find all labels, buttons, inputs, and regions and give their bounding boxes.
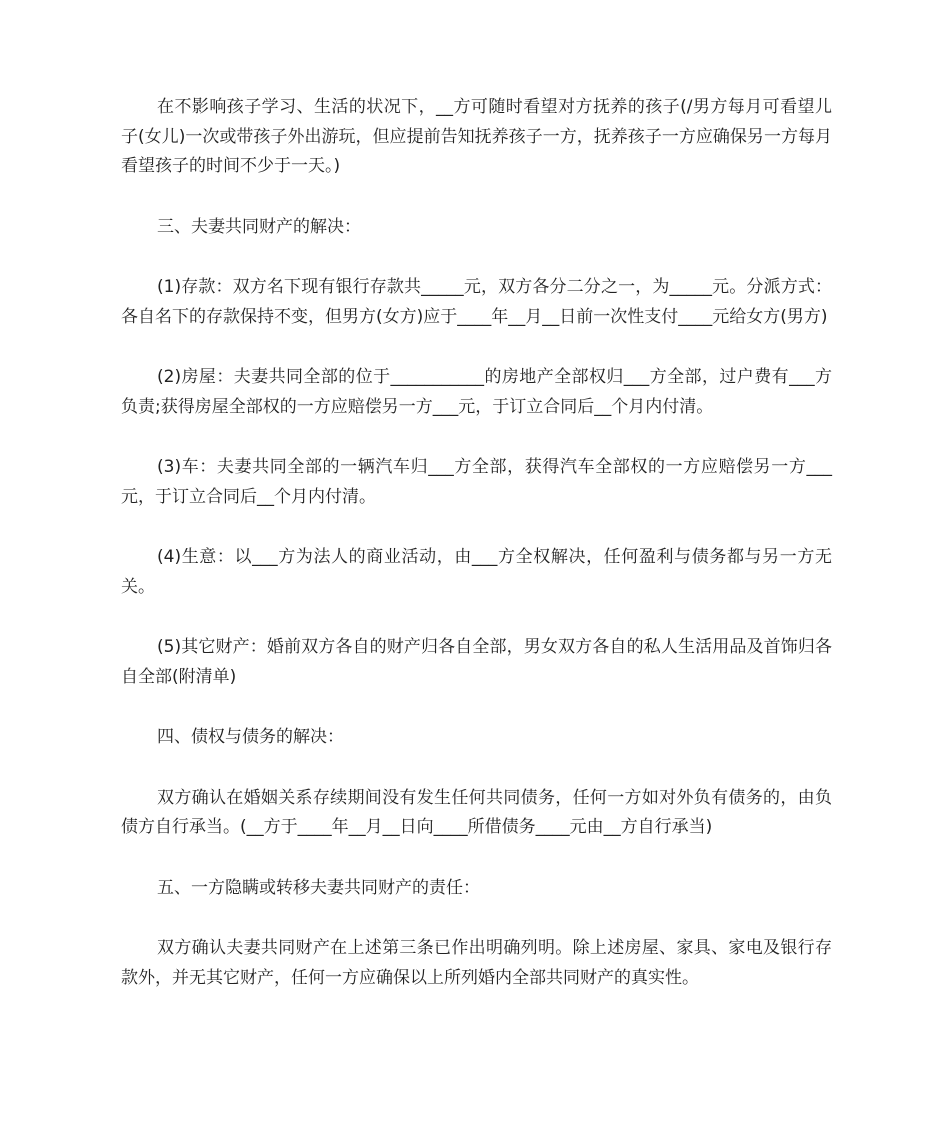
paragraph-deposits: (1)存款：双方名下现有银行存款共_____元，双方各分二分之一，为_____元。分派方式：各自名下的存款保持不变，但男方(女方)应于____年__月__日前一次性支付____元给女方(男方) <box>121 277 832 327</box>
paragraph-business: (4)生意：以___方为法人的商业活动，由___方全权解决，任何盈利与债务都与另一方无关。 <box>121 547 832 597</box>
paragraph-concealment: 双方确认夫妻共同财产在上述第三条已作出明确列明。除上述房屋、家具、家电及银行存款外，并无其它财产，任何一方应确保以上所列婚内全部共同财产的真实性。 <box>121 938 832 988</box>
section-heading-debts: 四、债权与债务的解决： <box>157 727 344 747</box>
paragraph-car: (3)车：夫妻共同全部的一辆汽车归___方全部，获得汽车全部权的一方应赔偿另一方___元，于订立合同后__个月内付清。 <box>121 457 832 507</box>
paragraph-other-property: (5)其它财产：婚前双方各自的财产归各自全部，男女双方各自的私人生活用品及首饰归各自全部(附清单) <box>121 637 832 687</box>
section-heading-concealment: 五、一方隐瞒或转移夫妻共同财产的责任： <box>157 877 480 898</box>
paragraph-house: (2)房屋：夫妻共同全部的位于___________的房地产全部权归___方全部，过户费有___方负责;获得房屋全部权的一方应赔偿另一方___元，于订立合同后__个月内付清。 <box>121 367 832 417</box>
paragraph-visitation-rights: 在不影响孩子学习、生活的状况下，__方可随时看望对方抚养的孩子(/男方每月可看望儿子(女儿)一次或带孩子外出游玩，但应提前告知抚养孩子一方，抚养孩子一方应确保另一方每月看望孩子的时间不少于一天。) <box>121 97 832 176</box>
section-heading-joint-property: 三、夫妻共同财产的解决： <box>157 216 361 237</box>
paragraph-debts: 双方确认在婚姻关系存续期间没有发生任何共同债务，任何一方如对外负有债务的，由负债方自行承当。(__方于____年__月__日向____所借债务____元由__方自行承当) <box>121 787 832 837</box>
